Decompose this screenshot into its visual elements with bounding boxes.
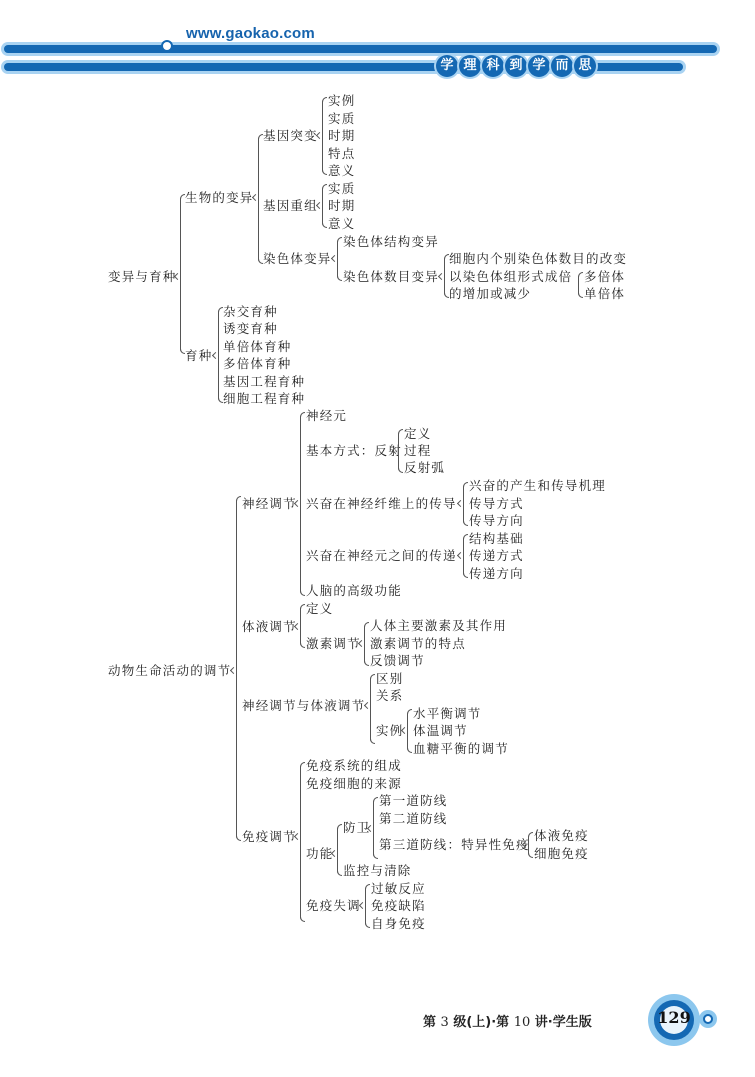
bracket [300, 762, 305, 922]
leaf: 人脑的高级功能 [306, 583, 402, 598]
leaf: 过敏反应 [371, 881, 426, 896]
leaf: 第二道防线 [379, 811, 448, 826]
bracket [322, 184, 327, 228]
leaf: 免疫缺陷 [371, 898, 426, 913]
leaf: 诱变育种 [223, 321, 278, 336]
leaf: 体液免疫 [534, 828, 589, 843]
bracket [407, 709, 412, 753]
motto-char: 而 [551, 55, 573, 77]
leaf: 细胞免疫 [534, 846, 589, 861]
leaf: 传递方式 [469, 548, 524, 563]
bracket [463, 534, 468, 578]
leaf: 关系 [376, 688, 404, 703]
node-disorder: 免疫失调 [306, 898, 361, 913]
leaf: 的增加或减少 [449, 286, 532, 301]
node-between: 兴奋在神经元之间的传递 [306, 548, 457, 563]
leaf: 多倍体 [584, 269, 626, 284]
leaf: 单倍体 [584, 286, 626, 301]
leaf: 反射弧 [404, 460, 446, 475]
bracket [365, 884, 370, 928]
motto-char: 到 [505, 55, 527, 77]
leaf: 单倍体育种 [223, 339, 292, 354]
motto-badges [436, 55, 596, 77]
node-immune: 免疫调节 [242, 829, 297, 844]
leaf: 定义 [306, 601, 334, 616]
node-function: 功能 [306, 846, 334, 861]
leaf: 免疫系统的组成 [306, 758, 402, 773]
leaf: 结构基础 [469, 531, 524, 546]
leaf: 监控与清除 [343, 863, 412, 878]
leaf: 意义 [328, 216, 356, 231]
leaf: 时期 [328, 128, 356, 143]
bracket [337, 237, 342, 281]
footer-grade-suffix: 级(上)·第 [453, 1015, 510, 1030]
bracket [364, 622, 369, 666]
leaf: 体温调节 [413, 723, 468, 738]
leaf: 水平衡调节 [413, 706, 482, 721]
leaf: 神经元 [306, 408, 348, 423]
leaf: 定义 [404, 426, 432, 441]
bracket [398, 429, 403, 473]
leaf: 区别 [376, 671, 404, 686]
node-mutation: 基因突变 [263, 128, 318, 143]
edition-label [423, 1011, 592, 1030]
page-number: 129 [657, 1008, 691, 1027]
tree-root: 变异与育种 [108, 269, 177, 284]
footer-grade: 3 [440, 1015, 449, 1030]
bracket [370, 674, 375, 744]
node-defense: 防卫 [343, 820, 371, 835]
node-example: 实例 [376, 723, 404, 738]
bracket [578, 272, 583, 298]
leaf: 杂交育种 [223, 304, 278, 319]
tree-root: 动物生命活动的调节 [108, 663, 232, 678]
leaf: 反馈调节 [370, 653, 425, 668]
node-breeding: 育种 [185, 348, 213, 363]
footer-prefix: 第 [423, 1015, 437, 1030]
motto-char: 学 [436, 55, 458, 77]
node-third-line: 第三道防线：特异性免疫 [379, 837, 530, 852]
leaf: 时期 [328, 198, 356, 213]
leaf: 多倍体育种 [223, 356, 292, 371]
leaf: 自身免疫 [371, 916, 426, 931]
small-circle-dot-icon [699, 1010, 717, 1028]
node-hormone: 激素调节 [306, 636, 361, 651]
footer-suffix: 讲·学生版 [534, 1015, 592, 1030]
leaf: 传导方向 [469, 513, 524, 528]
leaf: 特点 [328, 146, 356, 161]
leaf: 人体主要激素及其作用 [370, 618, 508, 633]
leaf: 第一道防线 [379, 793, 448, 808]
leaf: 实质 [328, 181, 356, 196]
node-variation: 生物的变异 [185, 190, 254, 205]
node-reflex: 基本方式：反射 [306, 443, 402, 458]
leaf: 血糖平衡的调节 [413, 741, 509, 756]
leaf: 细胞工程育种 [223, 391, 306, 406]
node-fiber: 兴奋在神经纤维上的传导 [306, 496, 457, 511]
bracket [300, 412, 305, 596]
bracket [236, 496, 241, 841]
leaf: 基因工程育种 [223, 374, 306, 389]
leaf: 细胞内个别染色体数目的改变 [449, 251, 628, 266]
leaf: 以染色体组形式成倍 [449, 269, 573, 284]
site-url[interactable]: www.gaokao.com [186, 25, 315, 42]
node-humoral: 体液调节 [242, 619, 297, 634]
node-combined: 神经调节与体液调节 [242, 698, 366, 713]
bracket [463, 482, 468, 526]
leaf: 传递方向 [469, 566, 524, 581]
leaf: 兴奋的产生和传导机理 [469, 478, 607, 493]
leaf: 激素调节的特点 [370, 636, 466, 651]
bracket [180, 194, 185, 354]
motto-char: 科 [482, 55, 504, 77]
node-chromosome: 染色体变异 [263, 251, 332, 266]
bracket [322, 97, 327, 175]
leaf: 过程 [404, 443, 432, 458]
bracket [337, 824, 342, 876]
leaf: 实例 [328, 93, 356, 108]
bracket [528, 832, 533, 858]
node-neural: 神经调节 [242, 496, 297, 511]
leaf: 免疫细胞的来源 [306, 776, 402, 791]
header-bar-top [4, 45, 717, 53]
motto-char: 学 [528, 55, 550, 77]
leaf: 传导方式 [469, 496, 524, 511]
motto-char: 思 [574, 55, 596, 77]
leaf: 染色体结构变异 [343, 234, 439, 249]
footer-lecture: 10 [513, 1015, 531, 1030]
motto-char: 理 [459, 55, 481, 77]
circle-dot-icon [161, 40, 173, 52]
leaf: 意义 [328, 163, 356, 178]
node-chromosome-number: 染色体数目变异 [343, 269, 439, 284]
leaf: 实质 [328, 111, 356, 126]
node-recombination: 基因重组 [263, 198, 318, 213]
